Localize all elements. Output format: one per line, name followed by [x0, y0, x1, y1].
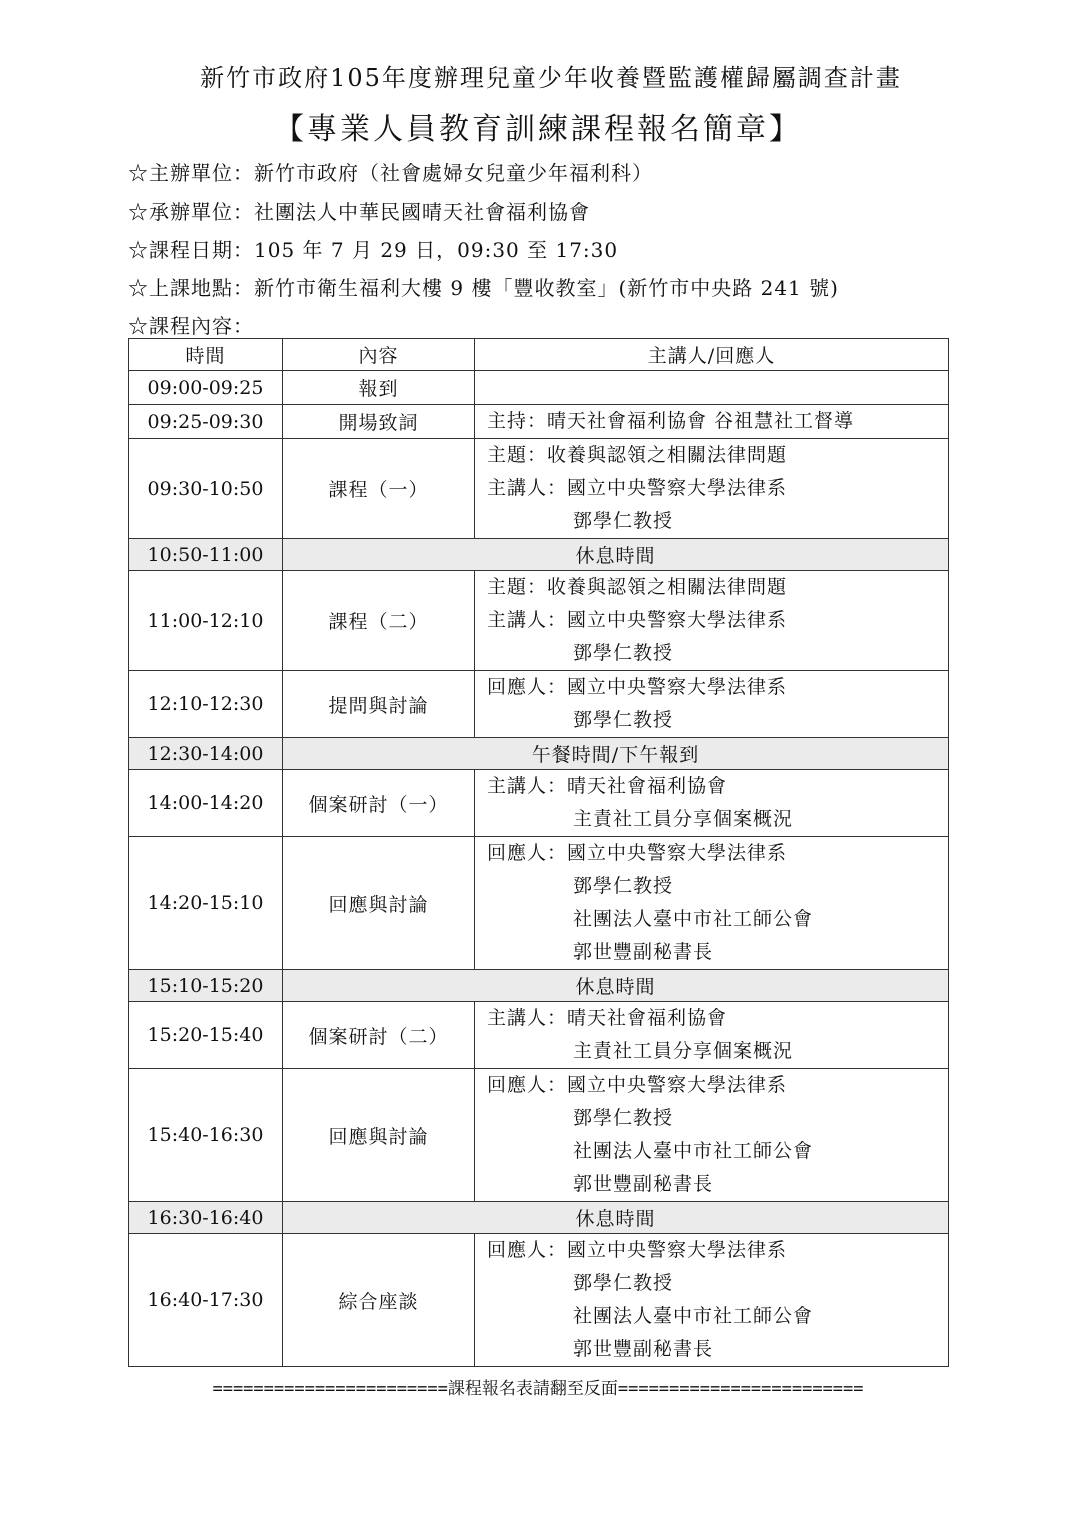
speaker-line: 鄧學仁教授 [573, 709, 674, 731]
table-header-row [129, 339, 949, 371]
document-subtitle: 【專業人員教育訓練課程報名簡章】 [274, 112, 802, 147]
row-speaker [475, 571, 949, 671]
break-label: 休息時間 [283, 970, 949, 1002]
row-time: 16:40-17:30 [129, 1234, 283, 1367]
row-time: 09:00-09:25 [129, 371, 283, 405]
info-date: ☆課程日期：105 年 7 月 29 日，09:30 至 17:30 [128, 238, 619, 262]
speaker-line: 主持：晴天社會福利協會 谷祖慧社工督導 [487, 410, 855, 432]
table-row [129, 1002, 949, 1069]
table-row [129, 671, 949, 738]
header-time: 時間 [129, 339, 283, 371]
speaker-line: 鄧學仁教授 [573, 875, 674, 897]
info-location: ☆上課地點：新竹市衛生福利大樓 9 樓「豐收教室」(新竹市中央路 241 號) [128, 276, 839, 300]
speaker-line: 回應人：國立中央警察大學法律系 [487, 1239, 788, 1261]
row-content: 個案研討（一） [283, 770, 475, 837]
header-speaker: 主講人/回應人 [475, 339, 949, 371]
speaker-line: 鄧學仁教授 [573, 642, 674, 664]
speaker-line: 鄧學仁教授 [573, 1272, 674, 1294]
row-speaker [475, 1002, 949, 1069]
row-time: 15:40-16:30 [129, 1069, 283, 1202]
speaker-line: 主講人：國立中央警察大學法律系 [487, 477, 788, 499]
row-time: 11:00-12:10 [129, 571, 283, 671]
row-content: 回應與討論 [283, 837, 475, 970]
row-speaker [475, 405, 949, 439]
row-content: 課程（二） [283, 571, 475, 671]
speaker-line: 主講人：晴天社會福利協會 [487, 1007, 728, 1029]
speaker-line: 郭世豐副秘書長 [573, 941, 714, 963]
row-speaker [475, 671, 949, 738]
row-time: 15:10-15:20 [129, 970, 283, 1002]
speaker-line: 主講人：國立中央警察大學法律系 [487, 609, 788, 631]
row-content: 回應與討論 [283, 1069, 475, 1202]
speaker-line: 主責社工員分享個案概況 [573, 1040, 794, 1062]
row-content: 課程（一） [283, 439, 475, 539]
table-row [129, 371, 949, 405]
table-row [129, 571, 949, 671]
break-label: 休息時間 [283, 1202, 949, 1234]
speaker-line: 主題：收養與認領之相關法律問題 [487, 576, 788, 598]
row-content: 提問與討論 [283, 671, 475, 738]
row-speaker [475, 1069, 949, 1202]
speaker-line: 郭世豐副秘書長 [573, 1173, 714, 1195]
break-row [129, 738, 949, 770]
row-speaker [475, 1234, 949, 1367]
table-row [129, 770, 949, 837]
speaker-line: 主題：收養與認領之相關法律問題 [487, 444, 788, 466]
header-content: 內容 [283, 339, 475, 371]
speaker-line: 主講人：晴天社會福利協會 [487, 775, 728, 797]
speaker-line: 社團法人臺中市社工師公會 [573, 1140, 814, 1162]
break-row [129, 970, 949, 1002]
speaker-line: 回應人：國立中央警察大學法律系 [487, 1074, 788, 1096]
row-time: 09:30-10:50 [129, 439, 283, 539]
break-row [129, 1202, 949, 1234]
document-title: 新竹市政府105年度辦理兒童少年收養暨監護權歸屬調查計畫 [200, 64, 902, 92]
break-label: 午餐時間/下午報到 [283, 738, 949, 770]
break-row [129, 539, 949, 571]
row-time: 10:50-11:00 [129, 539, 283, 571]
schedule-table [128, 338, 949, 1367]
row-time: 14:20-15:10 [129, 837, 283, 970]
table-row [129, 837, 949, 970]
speaker-line: 社團法人臺中市社工師公會 [573, 908, 814, 930]
row-time: 16:30-16:40 [129, 1202, 283, 1234]
row-speaker [475, 439, 949, 539]
row-content: 開場致詞 [283, 405, 475, 439]
speaker-line [487, 371, 948, 404]
row-time: 12:30-14:00 [129, 738, 283, 770]
break-label: 休息時間 [283, 539, 949, 571]
table-row [129, 1234, 949, 1367]
speaker-line: 鄧學仁教授 [573, 1107, 674, 1129]
row-content: 綜合座談 [283, 1234, 475, 1367]
row-time: 09:25-09:30 [129, 405, 283, 439]
table-row [129, 439, 949, 539]
speaker-line: 主責社工員分享個案概況 [573, 808, 794, 830]
row-speaker [475, 770, 949, 837]
table-row [129, 1069, 949, 1202]
row-time: 14:00-14:20 [129, 770, 283, 837]
row-time: 15:20-15:40 [129, 1002, 283, 1069]
speaker-line: 社團法人臺中市社工師公會 [573, 1305, 814, 1327]
table-row [129, 405, 949, 439]
info-content-label: ☆課程內容： [128, 314, 254, 338]
row-speaker [475, 371, 949, 405]
speaker-line: 回應人：國立中央警察大學法律系 [487, 676, 788, 698]
speaker-line: 回應人：國立中央警察大學法律系 [487, 842, 788, 864]
speaker-line: 鄧學仁教授 [573, 510, 674, 532]
info-organizer: ☆主辦單位：新竹市政府（社會處婦女兒童少年福利科） [128, 161, 653, 185]
row-content: 報到 [283, 371, 475, 405]
schedule-body [129, 371, 949, 1367]
speaker-line: 郭世豐副秘書長 [573, 1338, 714, 1360]
row-time: 12:10-12:30 [129, 671, 283, 738]
info-contractor: ☆承辦單位：社團法人中華民國晴天社會福利協會 [128, 200, 590, 224]
row-content: 個案研討（二） [283, 1002, 475, 1069]
row-speaker [475, 837, 949, 970]
footer-note: =======================課程報名表請翻至反面======================== [212, 1379, 864, 1399]
